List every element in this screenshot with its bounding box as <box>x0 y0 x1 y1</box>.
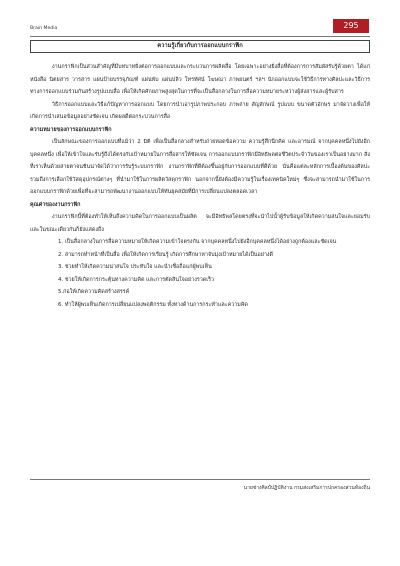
section-heading-value: คุณค่าของงานกราฟิก <box>30 201 81 208</box>
list-item: 3. ช่วยทำให้เกิดความน่าสนใจ ประทับใจ และนำเชื่อถือแก่ผู้พบเห็น <box>58 264 212 270</box>
list-item: 2. สามารถทำหน้าที่เป็นสื่อ เพื่อให้เกิดการเรียนรู้ เกิดการศึกษาหาจับมุ่งเป้าหมายได้เป็นอย่างดี <box>58 251 274 258</box>
paragraph-meaning: เป็นลักษณะของการออกแบบที่แม้ว่า 2 มิติ เพื่อเป็นสื่อกลางสำหรับถ่ายทอดข้อความ ความรู้สึกนึกคิด และอารมณ์ จากบุคคลหนึ่งไปยังอีกบุคคลหนึ่ง เพื่อให้เข้าใจและรับรู้ถึงได้ตรงกับเป้าหมายในการสื่อสารให้ชัดเจน การออกแบบกราฟิกมีอิทธิพลต่อชีวิตประจำวันของเราเป็นอย่างมาก สิ่งที่เราเห็นด้วยสายตาจนชินน่าจัดได้ว่าการรับรู้ระบบกราฟิก งานกราฟิกที่ดีต้องขึ้นอยู่กับการออกแบบที่ดีด้วย นั่นคือแต่ละหลักการเบื้องต้นของศิลปะ รวมถึงการเลือกใช้วัสดุอุปกรณ์ต่างๆ ที่นำมาใช้ในการผลิตวัสดุกราฟิก นอกจากนี้ยังต้องมีความรู้ในเรื่องเทคนิคใหม่ๆ ซึ่งจะสามารถนำมาใช้ในการออกแบบกราฟิกด้วยเพื่อที่จะสามารถพัฒนางานออกแบบให้ทันยุคสมัยที่มีการเปลี่ยนแปลงตลอดเวลา <box>30 139 370 195</box>
page-content <box>30 40 370 311</box>
list-item: 1. เป็นสื่อกลางในการสื่อความหมายให้เกิดความเข้าใจตรงกัน จากบุคคลหนึ่งไปยังอีกบุคคลหนึ่งได้อย่างถูกต้องและชัดเจน <box>58 239 337 245</box>
section-heading-meaning: ความหมายของการออกแบบกราฟิก <box>30 126 112 133</box>
header-divider <box>30 36 370 37</box>
paragraph-design-method: วิธีการออกแบบและวิธีแก้ปัญหาการออกแบบ โดยการนำเอารูปภาพประกอบ ภาพถ่าย สัญลักษณ์ รูปแบบ ขนาดตัวอักษร มาจัดวางเพื่อให้เกิดการนำเสนอข้อมูลอย่างชัดเจน เกิดผลดีต่อกระบวนการสื่อ <box>30 101 370 120</box>
paragraph-intro: งานกราฟิกเป็นส่วนสำคัญที่มีบทบาทยิ่งต่อการออกแบบและกระบวนการผลิตสื่อ โดยเฉพาะอย่างยิ่งสื่อที่ต้องการการสัมผัสรับรู้ด้วยตา ได้แก่ หนังสือ นิตยสาร วารสาร แผ่นป้ายบรรจุภัณฑ์ แผ่นพับ แผ่นปลิว โทรทัศน์ โฆษณา ภาพยนตร์ ฯลฯ นักออกแบบจะใช้วิธีการทางศิลปะและวิธีการทางการออกแบบร่วมกันสร้างรูปแบบสื่อ เพื่อให้เกิดศักยภาพสูงสุดในการที่จะเป็นสื่อกลางในการสื่อความหมายระหว่างผู้ส่งสารและผู้รับสาร <box>30 64 370 95</box>
page-number-badge: 295 <box>333 19 369 33</box>
list-item: 4. ช่วยให้เกิดการกระตุ้นทางความคิด และการตัดสินใจอย่างรวดเร็ว <box>58 276 215 283</box>
list-item: 6. ทำให้ผู้พบเห็นเกิดการเปลี่ยนแปลงพฤติกรรม ทั้งทางด้านการกระทำและความคิด <box>58 301 248 308</box>
footer-divider <box>30 479 370 480</box>
page-title: ความรู้เกี่ยวกับการออกแบบกราฟิก <box>30 40 370 53</box>
list-item: 5.ก่อให้เกิดความคิดสร้างสรรค์ <box>58 289 130 295</box>
footer-label: นายช่างศิลป์ปฏิบัติงาน กรมส่งเสริมการปกครองส่วนท้องถิ่น <box>243 485 370 491</box>
header-publisher-label: Brain Media <box>30 26 58 31</box>
paragraph-value: งานกราฟิกนี้ที่ต้องทำให้เห็นถึงความคิดในการออกแบบเป็นผลิต จะมีอิทธิพลโดยตรงที่จะนำไปน้ำผู้รับข้อมูลให้เกิดความสนใจและยอมรับ และในขณะเดียวกันก็ยังแสดงถึง <box>30 214 370 233</box>
